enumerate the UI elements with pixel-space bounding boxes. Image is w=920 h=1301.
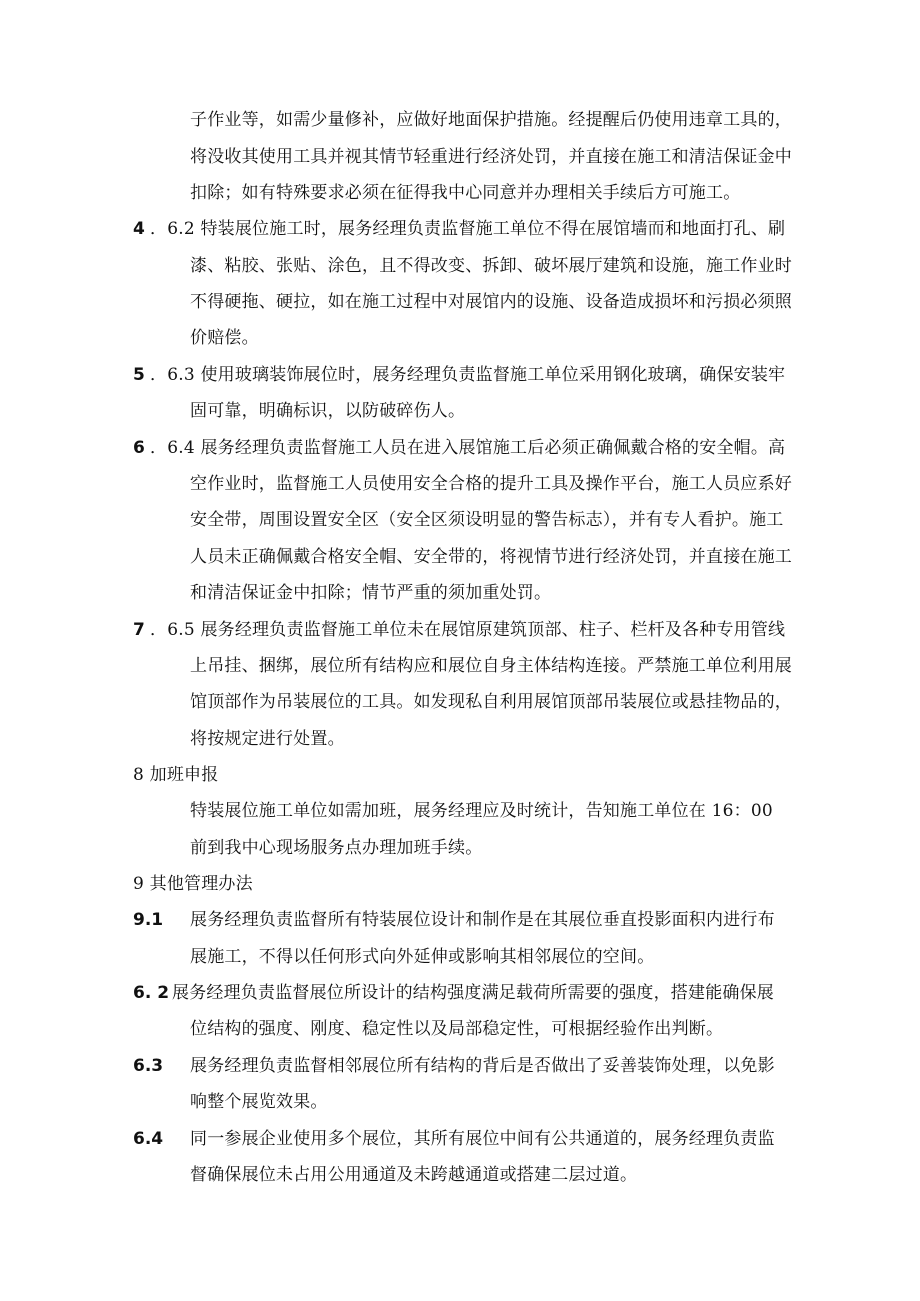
paragraph-line: 上吊挂、捆绑，展位所有结构应和展位自身主体结构连接。严禁施工单位利用展 <box>190 656 792 676</box>
list-item-number: 6.3 <box>133 1056 164 1076</box>
paragraph-line: 特装展位施工单位如需加班，展务经理应及时统计，告知施工单位在 16：00 <box>190 801 773 821</box>
paragraph-line: 子作业等，如需少量修补，应做好地面保护措施。经提醒后仍使用违章工具的， <box>190 110 792 130</box>
list-item-text: ．6.4 展务经理负责监督施工人员在进入展馆施工后必须正确佩戴合格的安全帽。高 <box>150 438 786 458</box>
paragraph-line: 展施工，不得以任何形式向外延伸或影响其相邻展位的空间。 <box>190 947 655 967</box>
paragraph-line: 馆顶部作为吊装展位的工具。如发现私自利用展馆顶部吊装展位或悬挂物品的， <box>190 692 792 712</box>
list-item-text: ．6.2 特装展位施工时，展务经理负责监督施工单位不得在展馆墙而和地面打孔、刷 <box>150 219 786 239</box>
list-item-text: ．6.3 使用玻璃装饰展位时，展务经理负责监督施工单位采用钢化玻璃，确保安装牢 <box>150 365 786 385</box>
list-item-text: 展务经理负责监督相邻展位所有结构的背后是否做出了妥善装饰处理，以免影 <box>190 1056 775 1076</box>
list-item-text: ．6.5 展务经理负责监督施工单位未在展馆原建筑顶部、柱子、栏杆及各种专用管线 <box>150 620 786 640</box>
list-item-number: 7 <box>133 620 145 640</box>
list-item-text: 展务经理负责监督展位所设计的结构强度满足载荷所需要的强度，搭建能确保展 <box>172 983 774 1003</box>
list-item-number: 6.4 <box>133 1129 164 1149</box>
paragraph-line: 不得硬拖、硬拉，如在施工过程中对展馆内的设施、设备造成损坏和污损必须照 <box>190 292 792 312</box>
paragraph-line: 价赔偿。 <box>190 328 259 348</box>
list-item-number: 6 <box>133 438 145 458</box>
paragraph-line: 将没收其使用工具并视其情节轻重进行经济处罚，并直接在施工和清洁保证金中 <box>190 147 792 167</box>
paragraph-line: 扣除；如有特殊要求必须在征得我中心同意并办理相关手续后方可施工。 <box>190 183 741 203</box>
list-item-number: 5 <box>133 365 145 385</box>
paragraph-line: 人员未正确佩戴合格安全帽、安全带的，将视情节进行经济处罚，并直接在施工 <box>190 547 792 567</box>
section-heading: 9 其他管理办法 <box>133 874 253 894</box>
list-item-text: 展务经理负责监督所有特装展位设计和制作是在其展位垂直投影面积内进行布 <box>190 910 775 930</box>
list-item-number: 6. 2 <box>133 983 170 1003</box>
paragraph-line: 安全带，周围设置安全区（安全区须设明显的警告标志），并有专人看护。施工 <box>190 510 784 530</box>
paragraph-line: 和清洁保证金中扣除；情节严重的须加重处罚。 <box>190 583 552 603</box>
paragraph-line: 前到我中心现场服务点办理加班手续。 <box>190 838 483 858</box>
list-item-number: 9.1 <box>133 910 164 930</box>
list-item-text: 同一参展企业使用多个展位，其所有展位中间有公共通道的，展务经理负责监 <box>190 1129 775 1149</box>
paragraph-line: 督确保展位未占用公用通道及未跨越通道或搭建二层过道。 <box>190 1165 638 1185</box>
paragraph-line: 将按规定进行处置。 <box>190 729 345 749</box>
paragraph-line: 响整个展览效果。 <box>190 1092 328 1112</box>
paragraph-line: 空作业时，监督施工人员使用安全合格的提升工具及操作平台，施工人员应系好 <box>190 474 792 494</box>
section-heading: 8 加班申报 <box>133 765 219 785</box>
paragraph-line: 漆、粘胶、张贴、涂色，且不得改变、拆卸、破坏展厅建筑和设施，施工作业时 <box>190 256 792 276</box>
paragraph-line: 固可靠，明确标识，以防破碎伤人。 <box>190 401 466 421</box>
list-item-number: 4 <box>133 219 145 239</box>
paragraph-line: 位结构的强度、刚度、稳定性以及局部稳定性，可根据经验作出判断。 <box>190 1019 724 1039</box>
